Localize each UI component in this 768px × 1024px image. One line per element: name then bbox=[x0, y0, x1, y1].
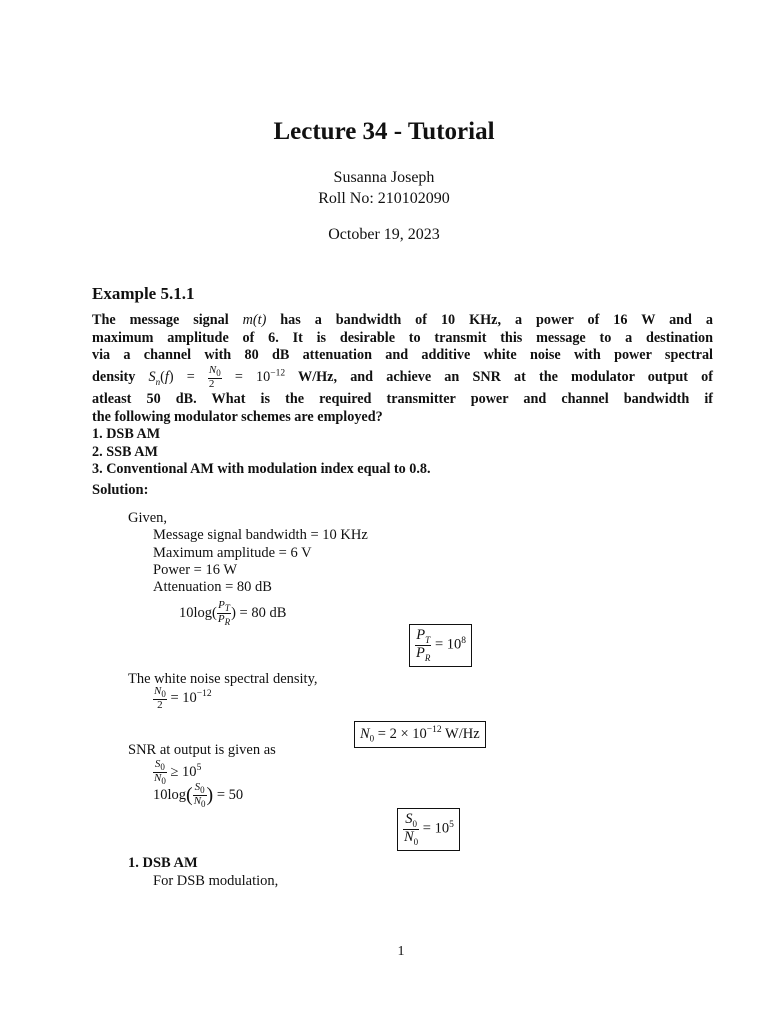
author-name: Susanna Joseph bbox=[333, 169, 435, 186]
given-amplitude: Maximum amplitude = 6 V bbox=[153, 545, 312, 561]
problem-line-1: The message signal m(t) has a bandwidth of 10 KHz, a power of 16 W and a bbox=[92, 312, 714, 328]
problem-line-3: via a channel with 80 dB attenuation and additive white noise with power spectral bbox=[92, 347, 713, 364]
list-item: 1. DSB AM bbox=[92, 426, 161, 443]
snr-inequality: $\frac{S_0}{N_0}$ ≥ $10^5$ bbox=[154, 758, 202, 787]
solution-label: Solution: bbox=[92, 482, 149, 498]
list-item: 3. Conventional AM with modulation index equal to 0.8. bbox=[92, 461, 431, 478]
example-heading: Example 5.1.1 bbox=[92, 284, 195, 303]
snr-result-box: $\frac{S_0}{N_0}$ = $10^5$ bbox=[397, 808, 460, 851]
page-title: Lecture 34 - Tutorial bbox=[273, 118, 495, 145]
given-attenuation: Attenuation = 80 dB bbox=[153, 579, 272, 595]
snr-intro: SNR at output is given as bbox=[128, 742, 276, 758]
given-label: Given, bbox=[128, 510, 168, 526]
problem-line-6: the following modulator schemes are employed? bbox=[92, 408, 383, 425]
list-item: 2. SSB AM bbox=[92, 443, 158, 460]
power-ratio-result-box: $\frac{P_T}{P_R}$ = $10^8$ bbox=[409, 624, 472, 667]
noise-intro: The white noise spectral density, bbox=[128, 671, 318, 687]
noise-density-equation: $\frac{N_0}{2}$ = $10^{-12}$ bbox=[154, 685, 212, 712]
problem-line-2: maximum amplitude of 6. It is desirable to transmit this message to a destination bbox=[92, 329, 713, 346]
dsb-heading: 1. DSB AM bbox=[128, 855, 198, 871]
document-date: October 19, 2023 bbox=[328, 226, 440, 243]
page-number: 1 bbox=[397, 944, 405, 959]
snr-log-equation: 10log( $\frac{S_0}{N_0}$ ) = 50 bbox=[153, 781, 244, 810]
noise-result-box: $N_0 = 2 \times 10^{-12}$ W/Hz bbox=[354, 721, 486, 748]
problem-line-5: atleast 50 dB. What is the required transmitter power and channel bandwidth if bbox=[92, 391, 713, 408]
problem-line-4: density $S_n(f)$ = $\frac{N_0}{2}$ = $10^{-12}$ W/Hz, and achieve an SNR at the modulator output of bbox=[92, 363, 713, 390]
dsb-text: For DSB modulation, bbox=[153, 873, 279, 889]
attenuation-log-equation: 10log( $\frac{P_T}{P_R}$ ) = 80 dB bbox=[179, 599, 287, 628]
given-bandwidth: Message signal bandwidth = 10 KHz bbox=[153, 527, 368, 543]
problem-statement bbox=[92, 312, 713, 479]
given-power: Power = 16 W bbox=[153, 562, 238, 578]
roll-number: Roll No: 210102090 bbox=[318, 190, 450, 207]
